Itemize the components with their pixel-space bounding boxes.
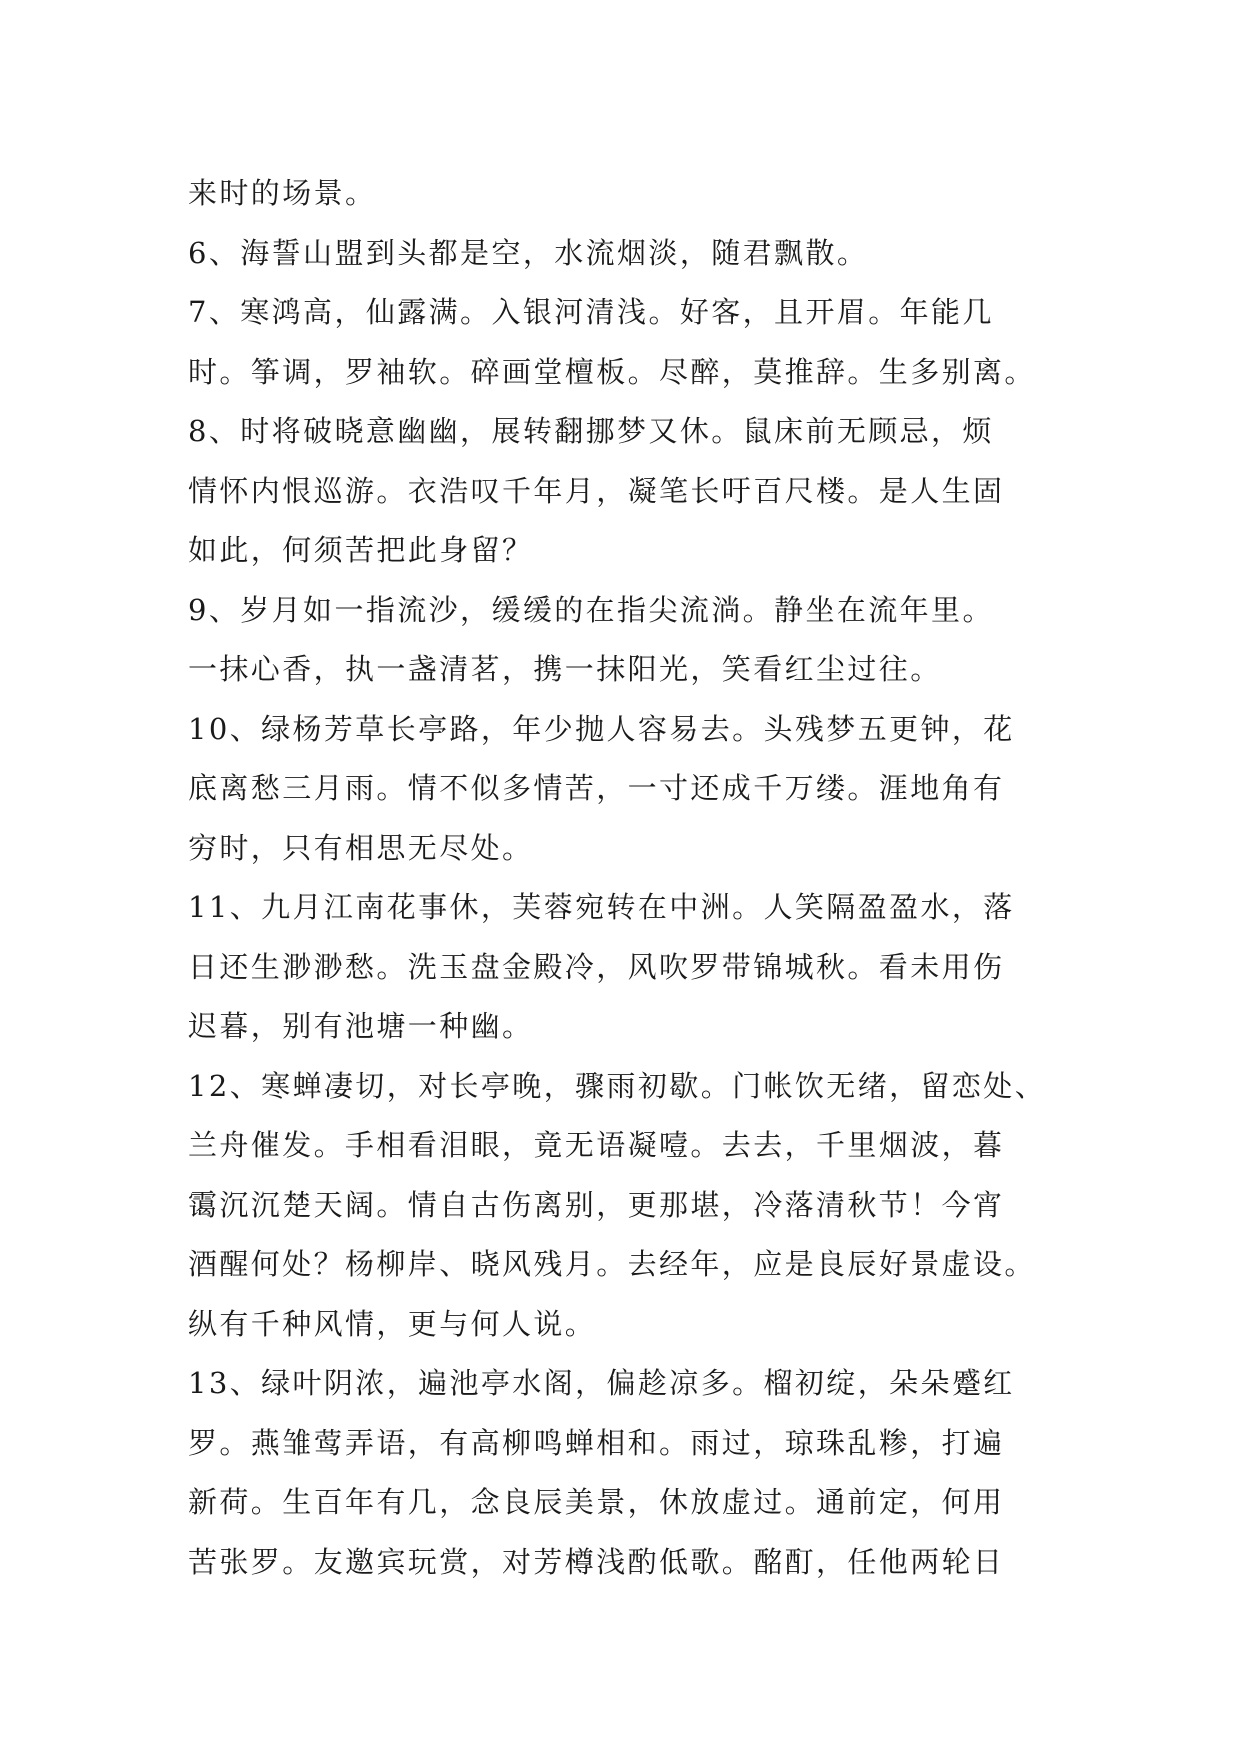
text-line: 12、寒蝉凄切，对长亭晚，骤雨初歇。门帐饮无绪，留恋处、 [188, 1068, 1047, 1103]
text-line: 10、绿杨芳草长亭路，年少抛人容易去。头残梦五更钟，花 [188, 711, 1015, 746]
text-line: 一抹心香，执一盏清茗，携一抹阳光，笑看红尘过往。 [188, 652, 942, 686]
text-line: 纵有千种风情，更与何人说。 [188, 1306, 597, 1341]
text-line: 日还生渺渺愁。洗玉盘金殿冷，风吹罗带锦城秋。看未用伤 [188, 949, 1005, 984]
text-line: 13、绿叶阴浓，遍池亭水阁，偏趁凉多。榴初绽，朵朵蹙红 [188, 1366, 1015, 1400]
text-line: 时。筝调，罗袖软。碎画堂檀板。尽醉，莫推辞。生多别离。 [188, 354, 1036, 389]
text-line: 8、时将破晓意幽幽，展转翻挪梦又休。鼠床前无顾忌，烦 [188, 414, 994, 448]
text-line: 9、岁月如一指流沙，缓缓的在指尖流淌。静坐在流年里。 [188, 592, 994, 627]
text-line: 霭沉沉楚天阔。情自古伤离别，更那堪，冷落清秋节！今宵 [188, 1187, 1005, 1222]
text-line: 情怀内恨巡游。衣浩叹千年月，凝笔长吁百尺楼。是人生固 [188, 473, 1005, 508]
document-body [188, 164, 1063, 1592]
text-line: 罗。燕雏莺弄语，有高柳鸣蝉相和。雨过，琼珠乱糁，打遍 [188, 1425, 1005, 1460]
text-line: 兰舟催发。手相看泪眼，竟无语凝噎。去去，千里烟波，暮 [188, 1128, 1005, 1162]
text-line: 穷时，只有相思无尽处。 [188, 830, 534, 865]
text-line: 7、寒鸿高，仙露满。入银河清浅。好客，且开眉。年能几 [188, 295, 994, 329]
text-line: 苦张罗。友邀宾玩赏，对芳樽浅酌低歌。酩酊，任他两轮日 [188, 1544, 1005, 1579]
text-line: 如此，何须苦把此身留？ [188, 533, 534, 567]
text-line: 新荷。生百年有几，念良辰美景，休放虚过。通前定，何用 [188, 1485, 1005, 1519]
text-line: 底离愁三月雨。情不似多情苦，一寸还成千万缕。涯地角有 [188, 771, 1005, 805]
text-line: 酒醒何处？杨柳岸、晓风残月。去经年，应是良辰好景虚设。 [188, 1247, 1036, 1281]
text-line: 6、海誓山盟到头都是空，水流烟淡，随君飘散。 [188, 235, 869, 270]
text-line: 11、九月江南花事休，芙蓉宛转在中洲。人笑隔盈盈水，落 [188, 890, 1015, 924]
text-line: 来时的场景。 [188, 176, 377, 210]
text-line: 迟暮，别有池塘一种幽。 [188, 1009, 534, 1043]
